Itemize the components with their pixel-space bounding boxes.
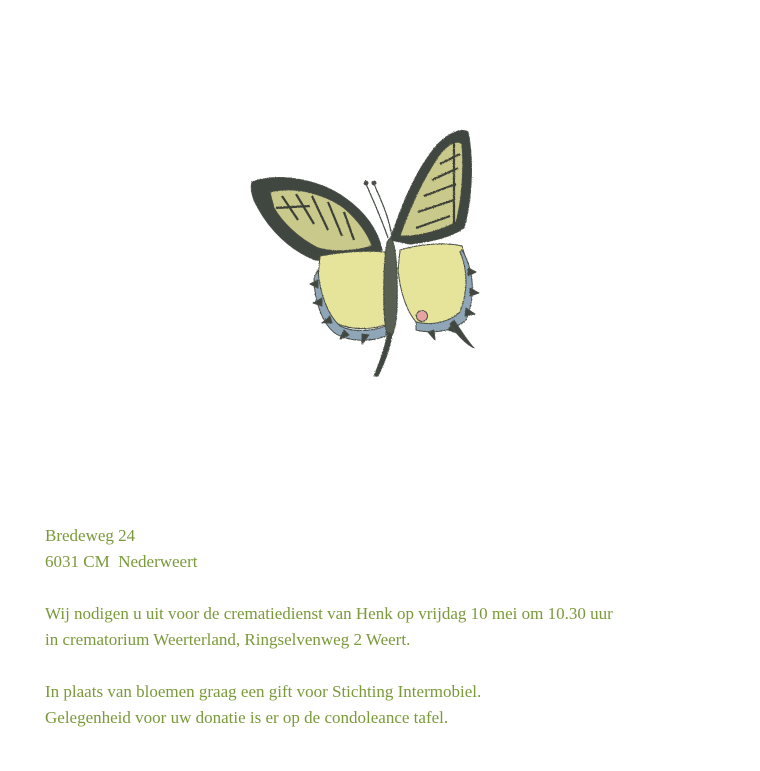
invitation-block <box>45 601 735 653</box>
announcement-text <box>45 523 735 731</box>
invitation-line-2: in crematorium Weerterland, Ringselvenweg 2 Weert. <box>45 630 411 649</box>
donation-block <box>45 679 735 731</box>
address-block <box>45 523 735 575</box>
address-city: 6031 CM Nederweert <box>45 552 198 571</box>
butterfly-icon <box>240 120 490 380</box>
donation-line-1: In plaats van bloemen graag een gift voor Stichting Intermobiel. <box>45 682 482 701</box>
address-street: Bredeweg 24 <box>45 526 136 545</box>
invitation-line-1: Wij nodigen u uit voor de crematiedienst van Henk op vrijdag 10 mei om 10.30 uur <box>45 604 613 623</box>
donation-line-2: Gelegenheid voor uw donatie is er op de condoleance tafel. <box>45 708 449 727</box>
